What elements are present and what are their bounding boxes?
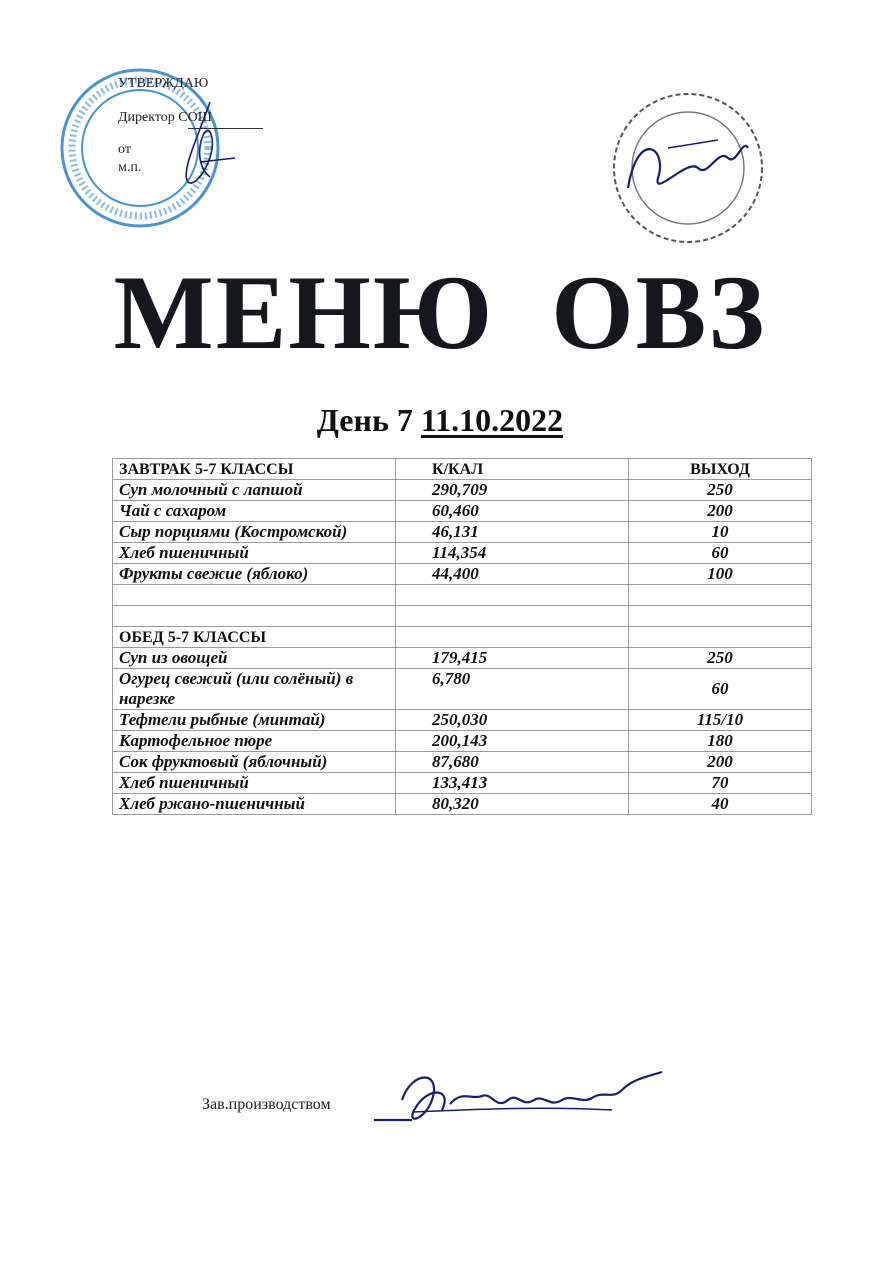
table-header-row [113, 459, 812, 480]
dish-name: Сок фруктовый (яблочный) [113, 752, 396, 773]
dish-output: 70 [629, 773, 812, 794]
lunch-header-row [113, 627, 812, 648]
dish-kcal: 46,131 [396, 522, 629, 543]
date-from-label: от [118, 142, 131, 157]
dish-name: Картофельное пюре [113, 731, 396, 752]
table-row [113, 480, 812, 501]
day-label: День 7 [316, 402, 413, 438]
dish-kcal: 133,413 [396, 773, 629, 794]
dish-kcal: 200,143 [396, 731, 629, 752]
dish-kcal: 6,780 [396, 669, 629, 710]
approval-block [60, 62, 300, 242]
dish-output: 60 [629, 543, 812, 564]
dish-output: 200 [629, 752, 812, 773]
dish-output: 200 [629, 501, 812, 522]
table-row [113, 501, 812, 522]
dish-kcal: 290,709 [396, 480, 629, 501]
dish-output: 250 [629, 648, 812, 669]
seal-place-label: м.п. [118, 160, 142, 175]
page-title: МЕНЮ ОВЗ [113, 254, 767, 371]
director-label: Директор СОШ [118, 110, 212, 125]
dish-name: Чай с сахаром [113, 501, 396, 522]
table-row [113, 564, 812, 585]
output-header: ВЫХОД [629, 459, 812, 480]
table-row [113, 648, 812, 669]
table-row [113, 731, 812, 752]
kcal-header: К/КАЛ [396, 459, 629, 480]
table-row [113, 773, 812, 794]
round-stamp-right [608, 88, 768, 248]
dish-output: 250 [629, 480, 812, 501]
dish-name: Фрукты свежие (яблоко) [113, 564, 396, 585]
dish-output: 10 [629, 522, 812, 543]
dish-kcal: 87,680 [396, 752, 629, 773]
dish-name: Сыр порциями (Костромской) [113, 522, 396, 543]
dish-output: 115/10 [629, 710, 812, 731]
production-manager-signature [372, 1060, 672, 1140]
director-signature [60, 62, 300, 242]
table-row [113, 522, 812, 543]
dish-name: Хлеб пшеничный [113, 543, 396, 564]
dish-kcal: 114,354 [396, 543, 629, 564]
dish-kcal: 44,400 [396, 564, 629, 585]
table-row-blank [113, 606, 812, 627]
dish-name: Хлеб пшеничный [113, 773, 396, 794]
dish-name: Суп из овощей [113, 648, 396, 669]
approve-label: УТВЕРЖДАЮ [118, 76, 209, 91]
table-row [113, 669, 812, 710]
dish-name: Суп молочный с лапшой [113, 480, 396, 501]
table-row-blank [113, 585, 812, 606]
dish-name: Тефтели рыбные (минтай) [113, 710, 396, 731]
dish-name: Огурец свежий (или солёный) в нарезке [113, 669, 396, 710]
dish-kcal: 80,320 [396, 794, 629, 815]
dish-output: 40 [629, 794, 812, 815]
dish-kcal: 179,415 [396, 648, 629, 669]
lunch-header: ОБЕД 5-7 КЛАССЫ [113, 627, 396, 648]
table-row [113, 752, 812, 773]
table-row [113, 543, 812, 564]
dish-output: 100 [629, 564, 812, 585]
table-row [113, 710, 812, 731]
dish-output: 180 [629, 731, 812, 752]
dish-kcal: 60,460 [396, 501, 629, 522]
menu-table [112, 458, 812, 815]
dish-kcal: 250,030 [396, 710, 629, 731]
day-date: 11.10.2022 [420, 402, 564, 438]
dish-output: 60 [629, 669, 812, 710]
breakfast-header: ЗАВТРАК 5-7 КЛАССЫ [113, 459, 396, 480]
table-row [113, 794, 812, 815]
day-heading [0, 402, 880, 439]
dish-name: Хлеб ржано-пшеничный [113, 794, 396, 815]
production-manager-label: Зав.производством [202, 1096, 331, 1113]
